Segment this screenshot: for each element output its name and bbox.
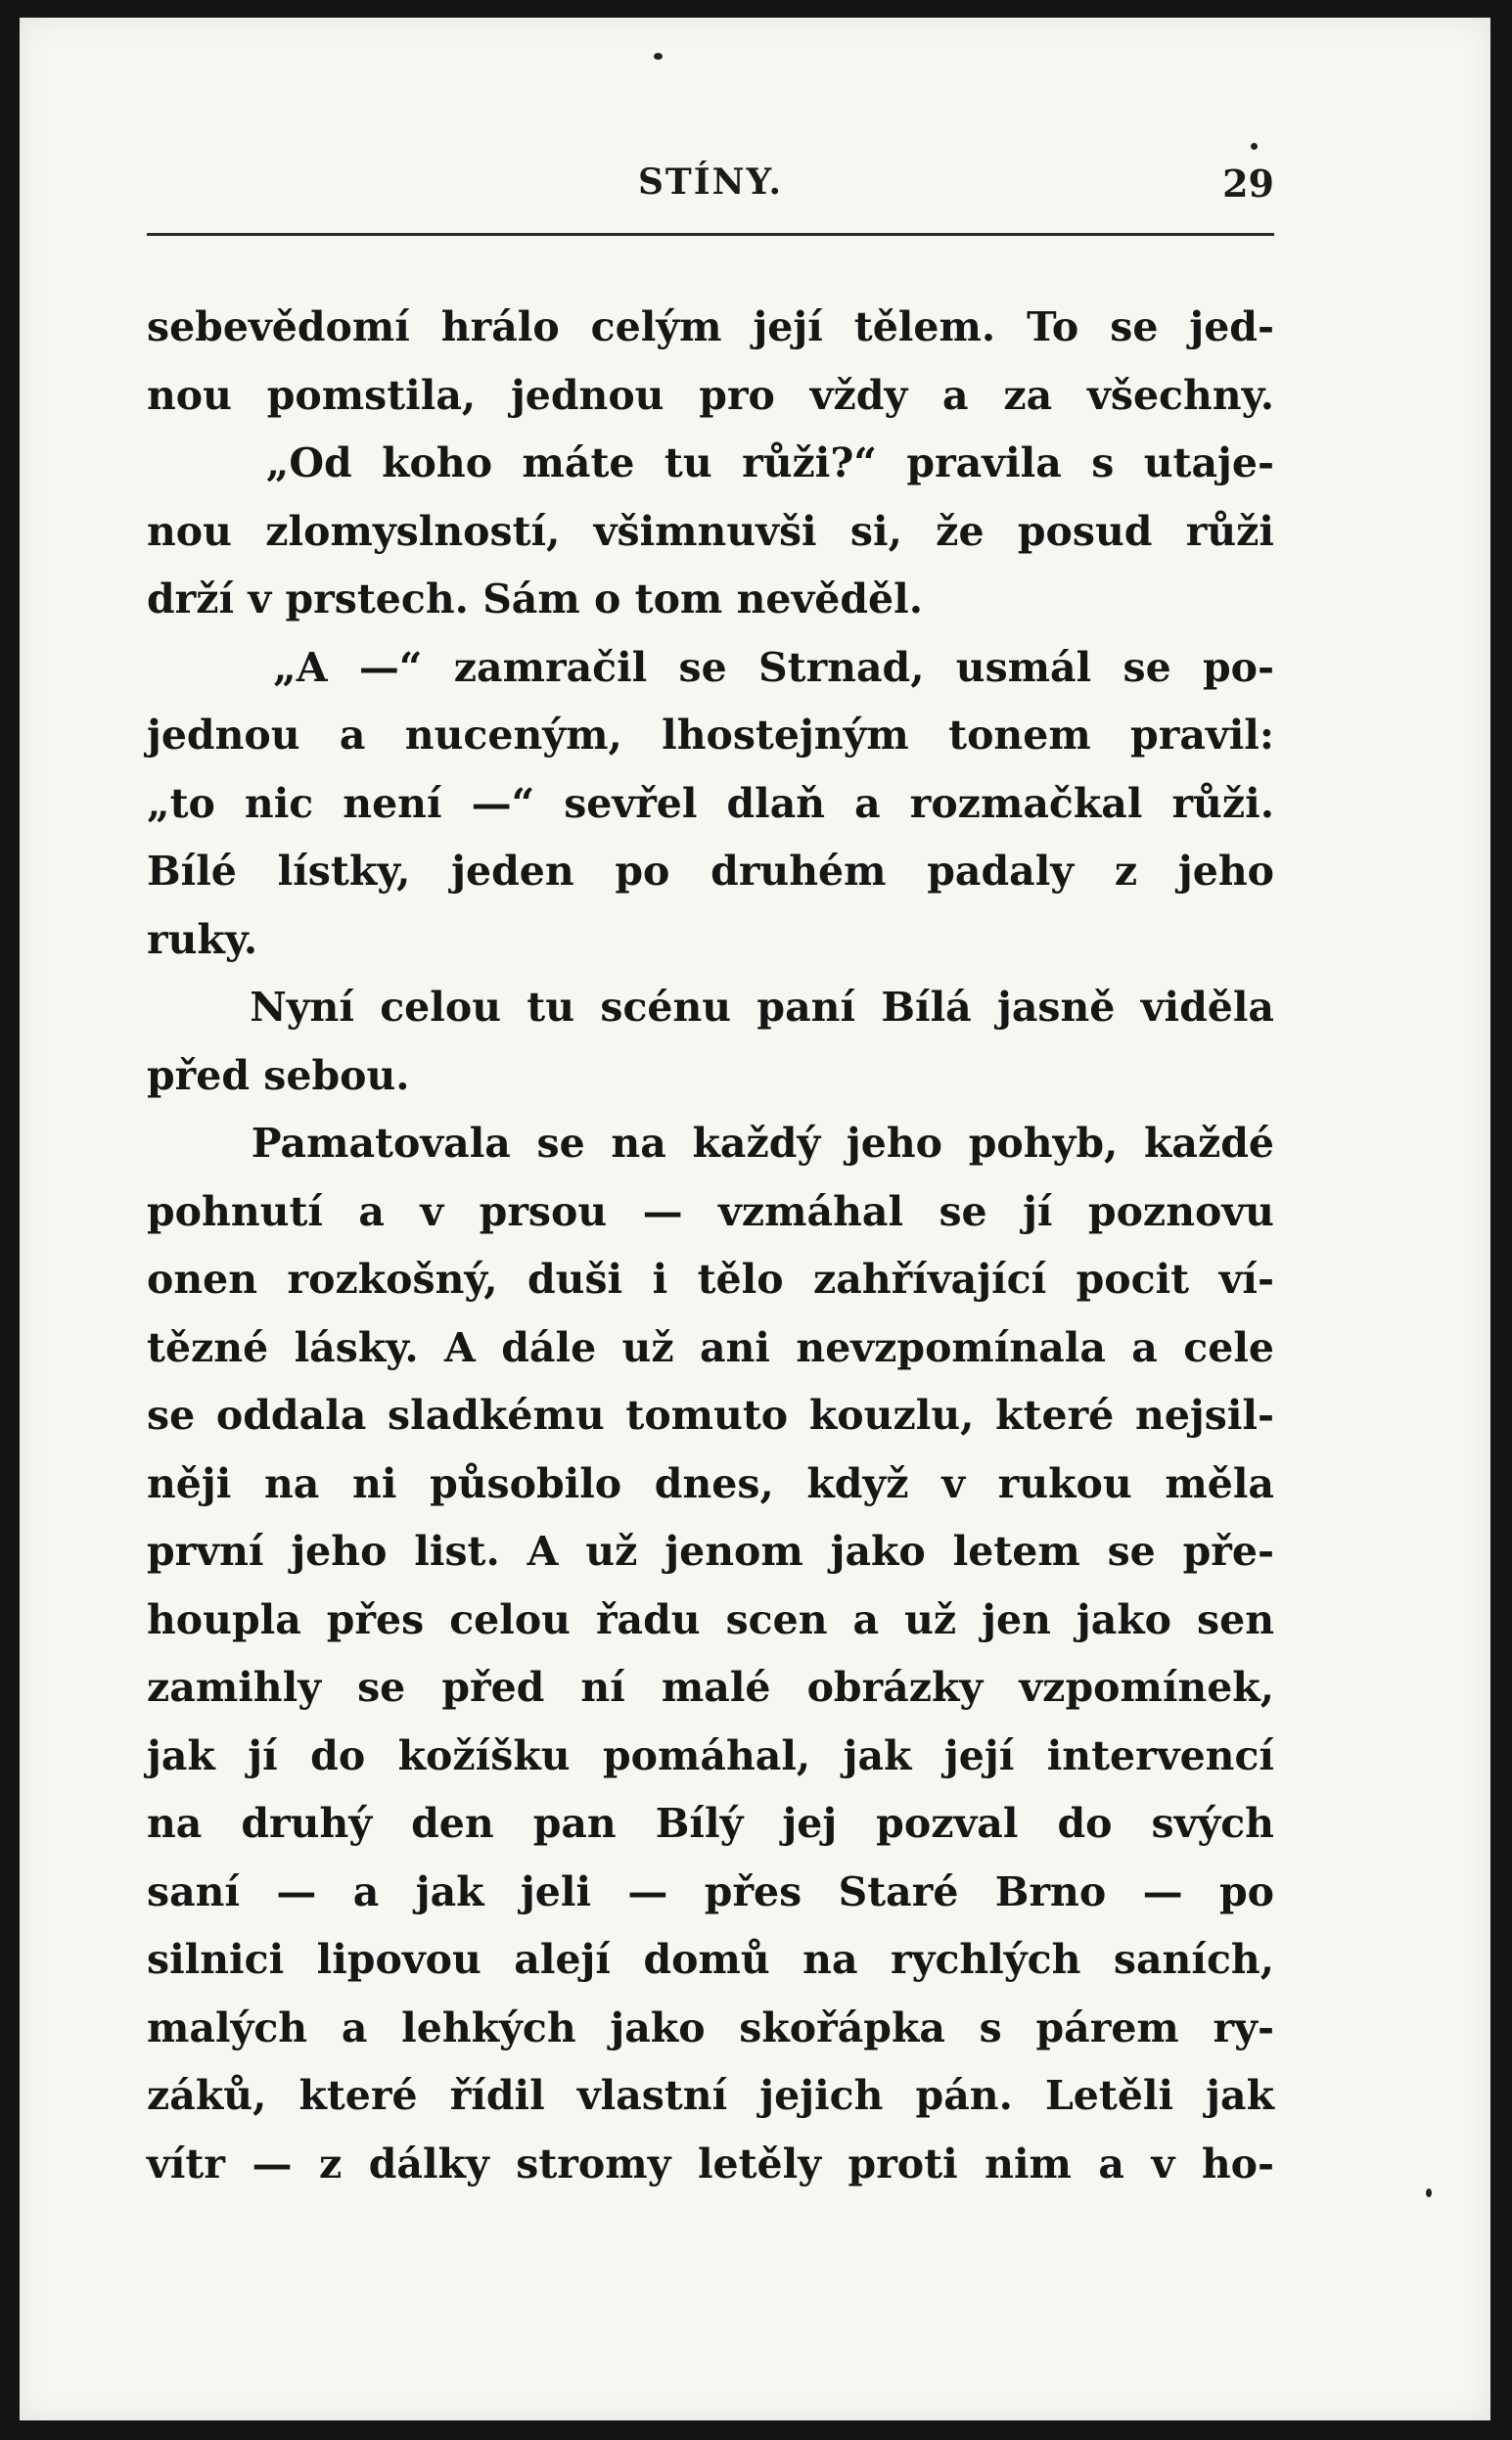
text-line: záků, které řídil vlastní jejich pán. Letěli jak [147,2072,1274,2119]
body-text [147,294,1274,2198]
text-line: drží v prstech. Sám o tom nevěděl. [147,575,923,622]
text-line: sebevědomí hrálo celým její tělem. To se jed- [147,303,1274,350]
text-line: ruky. [147,915,258,963]
text-line: něji na ni působilo dnes, když v rukou měla [147,1459,1274,1507]
page-header [147,161,1274,220]
text-line: tězné lásky. A dále už ani nevzpomínala a cele [147,1323,1274,1371]
header-rule [147,233,1274,236]
text-line: houpla přes celou řadu scen a už jen jako sen [147,1595,1274,1643]
text-line: jak jí do kožíšku pomáhal, jak její intervencí [147,1731,1274,1779]
ink-speck [654,53,663,60]
running-title: STÍNY. [637,161,784,203]
text-line: nou zlomyslností, všimnuvši si, že posud růži [147,507,1274,555]
text-line: „to nic není —“ sevřel dlaň a rozmačkal růži. [147,779,1274,827]
text-line: jednou a nuceným, lhostejným tonem pravil: [147,712,1274,759]
ink-speck [1251,143,1258,150]
text-line: pohnutí a v prsou — vzmáhal se jí poznovu [147,1187,1274,1235]
text-line: Nyní celou tu scénu paní Bílá jasně viděla [147,984,1274,1031]
text-line: Bílé lístky, jeden po druhém padaly z jeho [147,848,1274,895]
text-line: nou pomstila, jednou pro vždy a za všechny. [147,371,1274,419]
text-line: vítr — z dálky stromy letěly proti nim a v ho- [147,2140,1274,2187]
text-line: první jeho list. A už jenom jako letem se pře- [147,1528,1274,1575]
text-line: zamihly se před ní malé obrázky vzpomínek, [147,1664,1274,1711]
ink-speck [1426,2188,1432,2197]
text-line: malých a lehkých jako skořápka s párem ry- [147,2003,1274,2051]
text-line: před sebou. [147,1051,410,1099]
page-number: 29 [1222,161,1274,206]
text-line: „Od koho máte tu růži?“ pravila s utaje- [147,439,1274,486]
text-line: silnici lipovou alejí domů na rychlých saních, [147,1936,1274,1983]
text-line: „A —“ zamračil se Strnad, usmál se po- [147,643,1274,691]
text-line: se oddala sladkému tomuto kouzlu, které nejsil- [147,1392,1274,1439]
text-line: Pamatovala se na každý jeho pohyb, každé [147,1120,1274,1167]
text-line: saní — a jak jeli — přes Staré Brno — po [147,1867,1274,1915]
text-line: na druhý den pan Bílý jej pozval do svých [147,1800,1274,1847]
text-line: onen rozkošný, duši i tělo zahřívající pocit ví- [147,1256,1274,1303]
